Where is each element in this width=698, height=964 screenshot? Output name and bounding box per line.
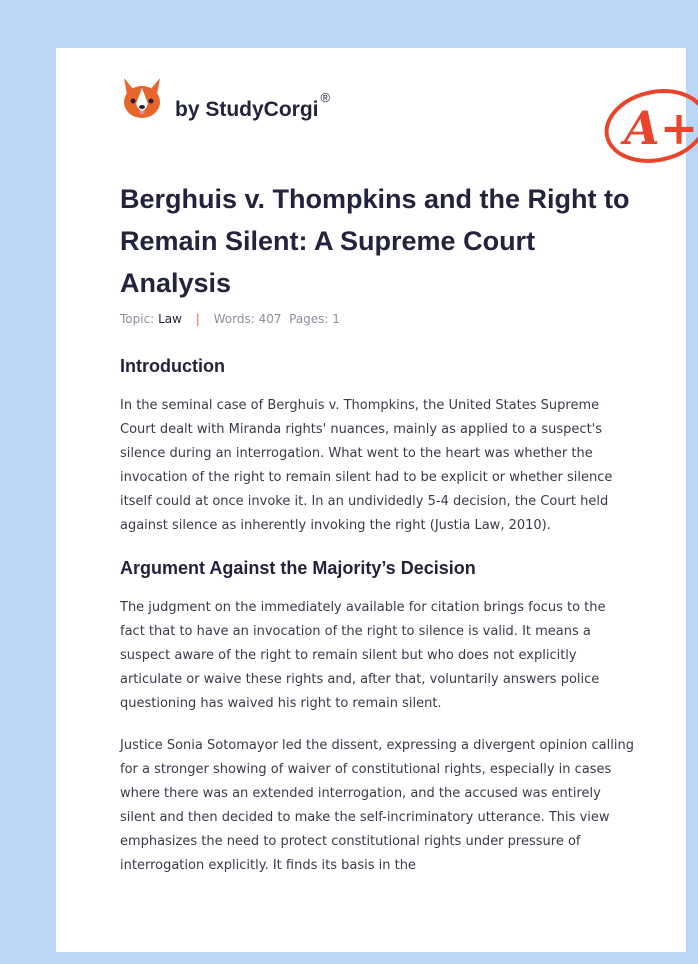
brand-name[interactable] (175, 90, 331, 122)
meta-separator: | (195, 312, 200, 326)
page-count: Pages: 1 (289, 312, 340, 326)
corgi-logo-icon[interactable] (120, 74, 164, 122)
topic-label: Topic: (120, 312, 155, 326)
grade-text: A+ (624, 101, 698, 155)
header (120, 74, 698, 155)
a-plus-grade-icon (602, 86, 698, 166)
document-page (56, 48, 698, 952)
word-count: Words: 407 (213, 312, 282, 326)
section-heading-introduction: Introduction (120, 356, 225, 376)
article-body (120, 354, 634, 878)
paragraph: The judgment on the immediately available for citation brings focus to the fact that to have an invocation of the right to silence is valid. It means a suspect aware of the right to remain silent but who does not explicitly articulate or waive these rights and, after that, voluntarily answers police questioning has waived his right to remain silent. (120, 600, 606, 711)
article-title: Berghuis v. Thompkins and the Right to Remain Silent: A Supreme Court Analysis (120, 184, 630, 298)
brand-text: by StudyCorgi (175, 98, 319, 121)
registered-mark: ® (320, 90, 331, 105)
paragraph: In the seminal case of Berghuis v. Thompkins, the United States Supreme Court dealt with Miranda rights' nuances, mainly as applied to a suspect's silence during an interrogation. What went to the heart was whether the invocation of the right to remain silent had to be explicit or whether silence itself could at once invoke it. In an undividedly 5-4 decision, the Court held against silence as inherently invoking the right (Justia Law, 2010). (120, 398, 613, 533)
article-meta (120, 312, 340, 326)
paragraph: Justice Sonia Sotomayor led the dissent, expressing a divergent opinion calling for a stronger showing of waiver of constitutional rights, especially in cases where there was an extended interrogation, and the accused was entirely silent and then decided to make the self-incriminatory utterance. This view emphasizes the need to protect constitutional rights under pressure of interrogation explicitly. It finds its basis in the (120, 738, 634, 873)
topic-link[interactable]: Law (158, 312, 182, 326)
section-heading-argument: Argument Against the Majority’s Decision (120, 558, 476, 578)
